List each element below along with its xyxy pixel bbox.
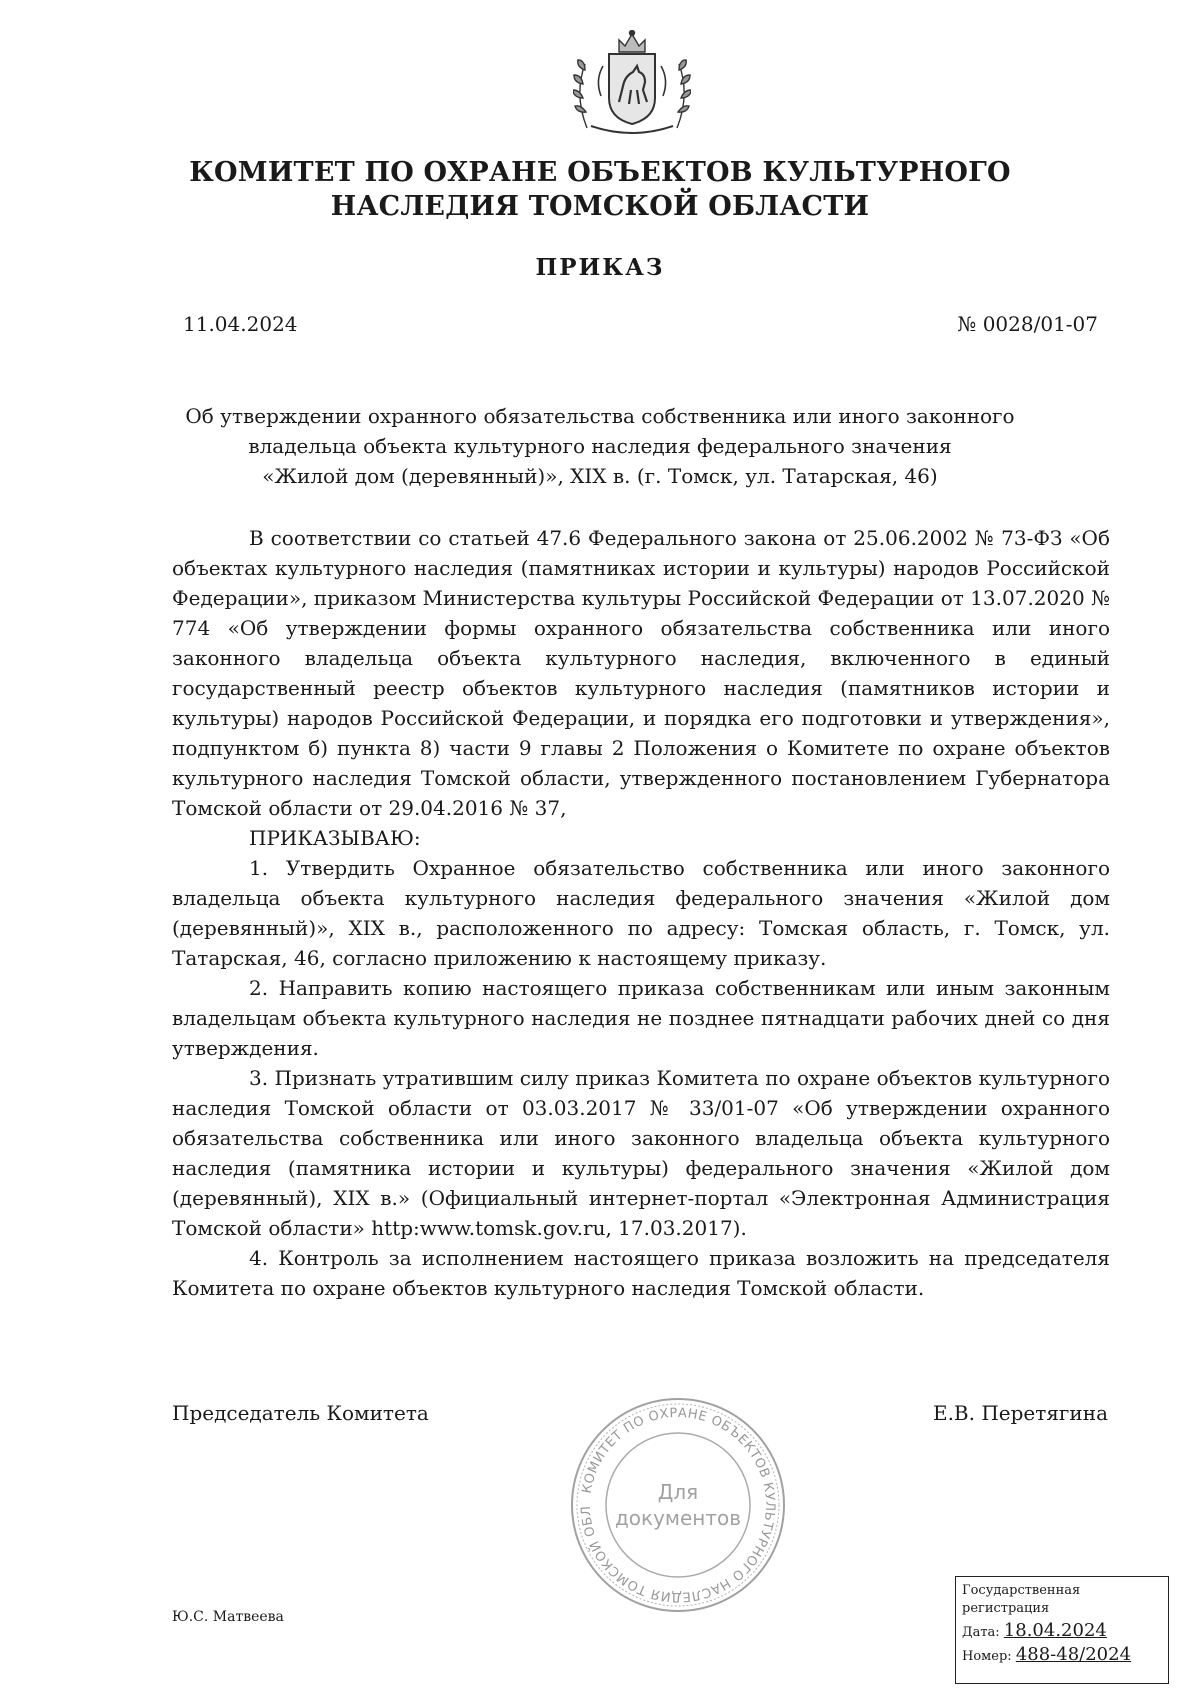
registration-date-label: Дата:	[962, 1625, 1000, 1640]
organization-title	[150, 156, 1050, 224]
preamble-paragraph: В соответствии со статьей 47.6 Федерального закона от 25.06.2002 № 73-ФЗ «Об объектах культурного наследия (памятниках истории и культуры) народов Российской Федерации», приказом Министерства культуры Российской Федерации от 13.07.2020 № 774 «Об утверждении формы охранного обязательства собственника или иного законного владельца объекта культурного наследия, включенного в единый государственный реестр объектов культурного наследия (памятников истории и культуры) народов Российской Федерации, и порядка его подготовки и утверждения», подпунктом б) пункта 8) части 9 главы 2 Положения о Комитете по охране объектов культурного наследия Томской области, утвержденного постановлением Губернатора Томской области от 29.04.2016 № 37,	[172, 526, 1110, 820]
seal-stamp	[568, 1395, 788, 1615]
registration-date-value: 18.04.2024	[1003, 1620, 1107, 1641]
order-item-1: 1. Утвердить Охранное обязательство собственника или иного законного владельца объекта культурного наследия федерального значения «Жилой дом (деревянный)», XIX в., расположенного по адресу: Томская область, г. Томск, ул. Татарская, 46, согласно приложению к настоящему приказу.	[172, 856, 1110, 970]
registration-title: Государственная регистрация	[962, 1583, 1081, 1616]
executor-name: Ю.С. Матвеева	[172, 1609, 284, 1625]
seal-center-line1: Для	[657, 1480, 699, 1504]
signer-name: Е.В. Перетягина	[932, 1401, 1108, 1425]
registration-number-value: 488-48/2024	[1015, 1644, 1132, 1665]
document-number: № 0028/01-07	[957, 312, 1098, 336]
registration-number-row	[962, 1646, 1162, 1666]
document-type: ПРИКАЗ	[535, 254, 665, 281]
coat-of-arms-icon	[573, 30, 691, 138]
order-item-3: 3. Признать утратившим силу приказ Комитета по охране объектов культурного наследия Томской области от 03.03.2017 № 33/01-07 «Об утверждении охранного обязательства собственника или иного законного владельца объекта культурного наследия (памятника истории и культуры) федерального значения «Жилой дом (деревянный), XIX в.» (Официальный интернет-портал «Электронная Администрация Томской области» http:www.tomsk.gov.ru, 17.03.2017).	[172, 1066, 1110, 1240]
subject-line2: владельца объекта культурного наследия федерального значения	[248, 434, 952, 458]
registration-box	[955, 1576, 1169, 1684]
document-subject	[150, 401, 1050, 491]
order-item-4: 4. Контроль за исполнением настоящего приказа возложить на председателя Комитета по охране объектов культурного наследия Томской области.	[172, 1246, 1110, 1300]
organization-title-line1: КОМИТЕТ ПО ОХРАНЕ ОБЪЕКТОВ КУЛЬТУРНОГО	[189, 157, 1011, 188]
organization-title-line2: НАСЛЕДИЯ ТОМСКОЙ ОБЛАСТИ	[330, 191, 870, 222]
registration-date-row	[962, 1622, 1162, 1642]
signer-position: Председатель Комитета	[172, 1401, 429, 1425]
seal-center-line2: документов	[614, 1506, 742, 1530]
subject-line3: «Жилой дом (деревянный)», XIX в. (г. Томск, ул. Татарская, 46)	[262, 464, 938, 488]
seal-ring-text: КОМИТЕТ ПО ОХРАНЕ ОБЪЕКТОВ КУЛЬТУРНОГО НАСЛЕДИЯ ТОМСКОЙ ОБЛ	[578, 1405, 778, 1605]
document-body	[172, 523, 1110, 1303]
order-item-2: 2. Направить копию настоящего приказа собственникам или иным законным владельцам объекта культурного наследия не позднее пятнадцати рабочих дней со дня утверждения.	[172, 976, 1110, 1060]
document-date: 11.04.2024	[183, 312, 298, 336]
order-word: ПРИКАЗЫВАЮ:	[249, 826, 421, 850]
registration-number-label: Номер:	[962, 1649, 1012, 1664]
subject-line1: Об утверждении охранного обязательства собственника или иного законного	[185, 404, 1015, 428]
